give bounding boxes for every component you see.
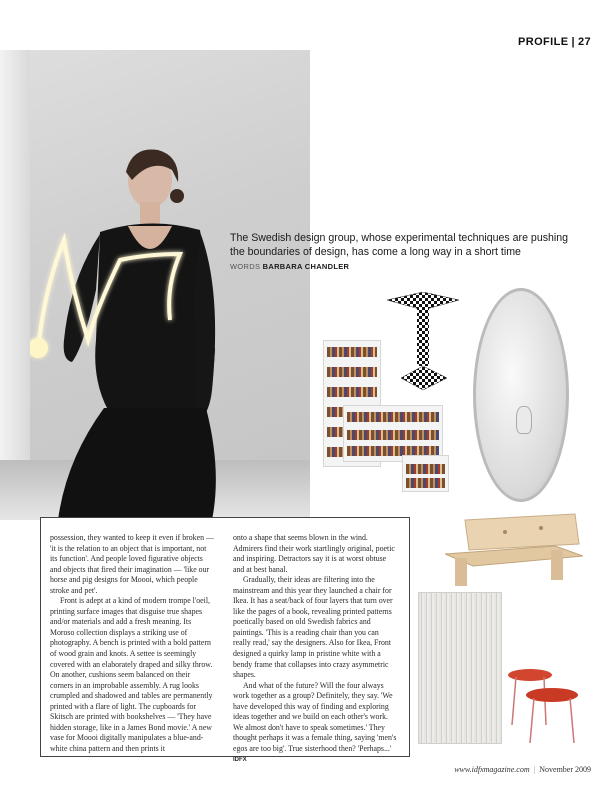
model-figure <box>0 50 310 520</box>
article-text-box <box>40 517 410 764</box>
byline-author: BARBARA CHANDLER <box>262 262 350 271</box>
paragraph: Front is adept at a kind of modern trompe l'oeil, printing surface images that disguise true shapes and/or materials and add a fresh meaning. Its Moroso collection displays a striking use of photography. A bench is printed with a bold pattern of wood grain and knots. A settee is seemingly covered with an elaborately draped and silky throw. On another, cushions seem balanced on their corners in an improbable assembly. A rug looks crumpled and shadowed and tables are permanently printed with a flare of light. The cupboards for Skitsch are printed with bookshelves — 'They have hidden storage, like in a James Bond movie.' A new vase for Moooi digitally manipulates a blue-and-white china pattern and then prints it <box>50 596 213 753</box>
end-mark: IDFX <box>233 757 247 764</box>
article-column-2 <box>233 533 398 766</box>
book-row <box>406 478 445 488</box>
byline-label: WORDS <box>230 262 261 271</box>
vase-reflection <box>516 406 532 434</box>
printed-cabinet-image <box>418 592 502 744</box>
paragraph <box>233 681 398 766</box>
footer-url: www.idfxmagazine.com <box>454 765 530 774</box>
oval-mirror-image <box>473 288 569 502</box>
paragraph: Gradually, their ideas are filtering into the mainstream and this year they launched a chair for Ikea. It has a seat/back of four layers that turn over like the pages of a book, revealing printed patterns poetically based on old Swedish fabrics and paintings. 'This is a reading chair than you can really read,' say the designers. Also for Ikea, Front designed a quirky lamp in pristine white with a bendy frame that collapses into crazy asymmetric shapes. <box>233 575 393 680</box>
bookcase-small-image <box>402 455 449 492</box>
book-row <box>327 387 377 397</box>
hero-photo <box>0 50 310 520</box>
book-row <box>327 347 377 357</box>
checkered-table-image <box>383 292 461 392</box>
book-row <box>347 412 439 422</box>
footer-separator: | <box>533 765 536 774</box>
red-tables-image <box>500 665 580 745</box>
standfirst: The Swedish design group, whose experimental techniques are pushing the boundaries of design, has come a long way in a short time <box>230 232 569 258</box>
header-separator: | <box>571 36 575 48</box>
paragraph: possession, they wanted to keep it even if broken — 'it is the relation to an object that is important, not its function'. And people loved figurative objects and objects that fired their imagination — 'like our horse and pig designs for Moooi, which people stroke and pet'. <box>50 533 214 595</box>
running-header <box>518 36 591 48</box>
footer-date: November 2009 <box>539 765 591 774</box>
book-row <box>406 464 445 474</box>
paragraph-text: And what of the future? Will the four always work together as a group? Definitely, they say. 'We have developed this way of finding and exploring ideas together and we build on each other's work. We almost don't have to speak sometimes.' They thought perhaps it was a female thing, saying 'men's egos are too big'. True sisterhood then? 'Perhaps...' <box>233 680 397 753</box>
book-row <box>347 430 439 440</box>
article-column-1 <box>50 533 215 754</box>
section-label: PROFILE <box>518 36 569 48</box>
bookcase-low-image <box>343 405 443 462</box>
book-row <box>327 367 377 377</box>
paragraph: onto a shape that seems blown in the wind. Admirers find their work startlingly original, poetic and inspiring. Detractors say it is at worst obtuse and at best banal. <box>233 533 395 574</box>
wood-bench-image <box>445 510 585 588</box>
byline <box>230 262 349 271</box>
page-number: 27 <box>577 36 591 48</box>
footer <box>454 765 591 774</box>
